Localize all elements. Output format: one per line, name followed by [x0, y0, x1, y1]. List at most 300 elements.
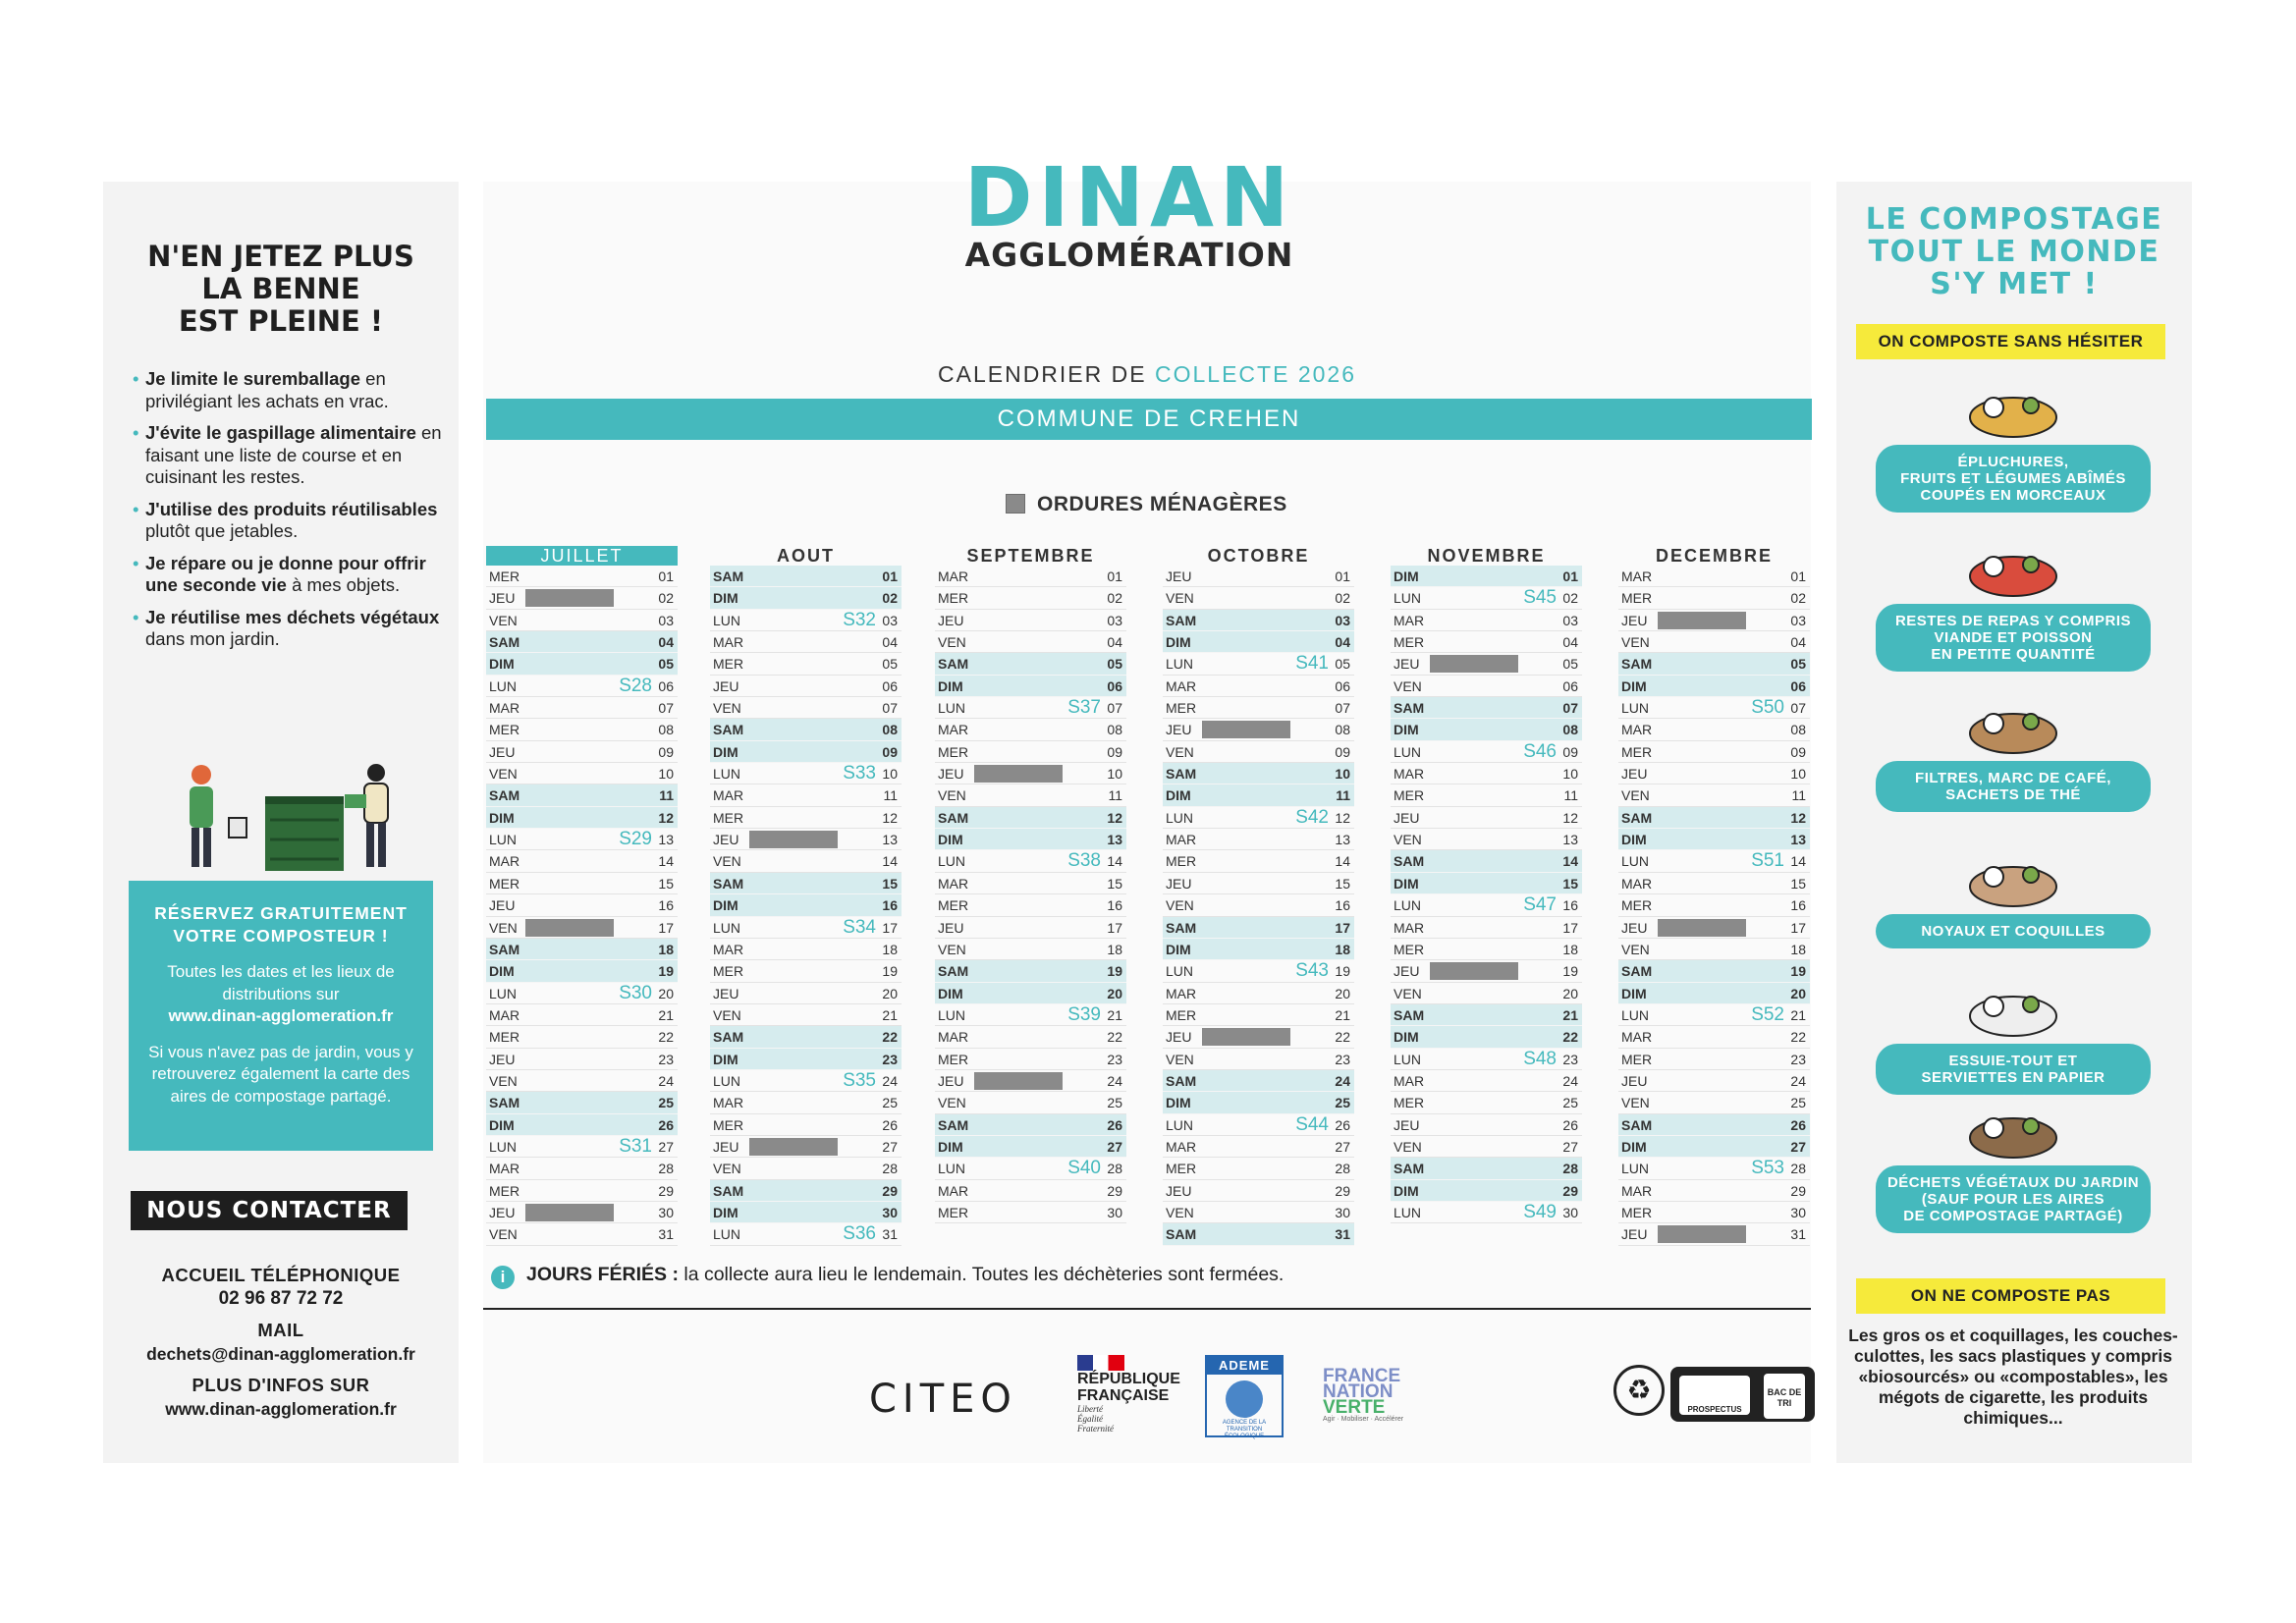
info-url[interactable]: www.dinan-agglomeration.fr	[165, 1399, 397, 1419]
weekday-label: LUN	[489, 832, 518, 848]
week-number: S33	[843, 763, 876, 784]
day-number: 07	[1107, 700, 1122, 717]
weekday-label: MER	[489, 568, 520, 584]
weekday-label: MER	[938, 743, 969, 760]
weekday-label: SAM	[938, 963, 969, 980]
day-row	[1391, 1049, 1582, 1070]
day-row	[1618, 1136, 1810, 1158]
day-number: 03	[882, 612, 898, 628]
day-row	[1391, 807, 1582, 829]
day-number: 14	[1107, 853, 1122, 870]
weekday-label: VEN	[489, 1072, 518, 1089]
weekday-label: JEU	[938, 612, 964, 628]
day-number: 13	[1107, 832, 1122, 848]
day-number: 19	[1107, 963, 1122, 980]
weekday-label: MER	[1394, 787, 1425, 804]
food-scraps-icon	[1954, 535, 2072, 604]
day-number: 17	[882, 919, 898, 936]
collection-day-marker	[749, 1138, 838, 1156]
day-row	[1618, 850, 1810, 872]
day-number: 02	[1562, 590, 1578, 607]
weekday-label: LUN	[1394, 1204, 1422, 1220]
left-title-line: N'EN JETEZ PLUS	[147, 240, 414, 273]
weekday-label: LUN	[713, 766, 741, 783]
day-row	[1163, 631, 1354, 653]
day-number: 30	[1335, 1204, 1350, 1220]
day-number: 23	[1107, 1051, 1122, 1067]
left-title-line: EST PLEINE !	[178, 304, 384, 338]
month-header: AOUT	[777, 546, 835, 566]
day-row	[710, 1004, 902, 1026]
weekday-label: SAM	[1394, 1161, 1425, 1177]
day-number: 10	[1562, 766, 1578, 783]
weekday-label: MAR	[938, 722, 969, 738]
weekday-label: JEU	[1394, 963, 1420, 980]
day-row	[710, 697, 902, 719]
day-number: 01	[882, 568, 898, 584]
day-number: 08	[658, 722, 674, 738]
garden-waste-icon	[1954, 1097, 2072, 1165]
day-row	[935, 1136, 1126, 1158]
weekday-label: LUN	[1621, 700, 1650, 717]
week-number: S46	[1523, 740, 1557, 762]
day-number: 10	[1107, 766, 1122, 783]
collection-day-marker	[1430, 962, 1518, 980]
weekday-label: SAM	[713, 568, 744, 584]
day-row	[1163, 566, 1354, 587]
weekday-label: SAM	[1394, 700, 1425, 717]
day-number: 28	[658, 1161, 674, 1177]
weekday-label: JEU	[1621, 612, 1648, 628]
day-row	[1391, 983, 1582, 1004]
day-number: 27	[1107, 1138, 1122, 1155]
day-row	[935, 587, 1126, 609]
day-number: 18	[658, 941, 674, 957]
weekday-label: VEN	[1166, 590, 1194, 607]
day-row	[1618, 676, 1810, 697]
day-number: 06	[1562, 677, 1578, 694]
compost-category-label: RESTES DE REPAS Y COMPRIS VIANDE ET POISSON EN PETITE QUANTITÉ	[1876, 604, 2151, 672]
contact-title: NOUS CONTACTER	[131, 1191, 408, 1230]
day-row	[710, 1049, 902, 1070]
weekday-label: VEN	[1621, 1095, 1650, 1111]
day-row	[1163, 850, 1354, 872]
week-number: S30	[619, 982, 652, 1003]
weekday-label: VEN	[489, 612, 518, 628]
day-number: 24	[1562, 1072, 1578, 1089]
day-number: 03	[1335, 612, 1350, 628]
weekday-label: SAM	[489, 1095, 520, 1111]
day-row	[486, 829, 678, 850]
day-row	[486, 676, 678, 697]
weekday-label: SAM	[1394, 1006, 1425, 1023]
day-row	[710, 1202, 902, 1223]
month-header: OCTOBRE	[1207, 546, 1310, 566]
day-row	[935, 1114, 1126, 1136]
logo-main: DINAN	[963, 149, 1295, 245]
weekday-label: JEU	[489, 743, 516, 760]
day-row	[1391, 610, 1582, 631]
weekday-label: SAM	[1166, 1072, 1197, 1089]
day-row	[1391, 1180, 1582, 1202]
day-row	[486, 1049, 678, 1070]
weekday-label: LUN	[713, 1072, 741, 1089]
globe-icon	[1226, 1380, 1263, 1418]
day-row	[1391, 1136, 1582, 1158]
day-number: 05	[1562, 656, 1578, 673]
weekday-label: JEU	[938, 1072, 964, 1089]
reserve-composter-box	[129, 881, 433, 1151]
weekday-label: MAR	[938, 1182, 969, 1199]
tips-list	[133, 368, 447, 661]
weekday-label: VEN	[1166, 1204, 1194, 1220]
day-row	[710, 983, 902, 1004]
day-row	[935, 1202, 1126, 1223]
day-row	[1163, 1004, 1354, 1026]
day-number: 23	[1562, 1051, 1578, 1067]
day-number: 03	[658, 612, 674, 628]
day-number: 06	[1107, 677, 1122, 694]
day-row	[1163, 1092, 1354, 1113]
day-number: 15	[1107, 875, 1122, 892]
day-number: 05	[658, 656, 674, 673]
week-number: S39	[1067, 1003, 1101, 1025]
week-number: S53	[1751, 1158, 1784, 1179]
day-number: 23	[882, 1051, 898, 1067]
day-number: 13	[1790, 832, 1806, 848]
day-row	[1163, 894, 1354, 916]
day-row	[935, 960, 1126, 982]
weekday-label: DIM	[1166, 941, 1191, 957]
weekday-label: MAR	[1621, 875, 1653, 892]
day-number: 10	[882, 766, 898, 783]
day-row	[935, 1049, 1126, 1070]
day-row	[486, 873, 678, 894]
week-number: S52	[1751, 1003, 1784, 1025]
day-number: 12	[1562, 809, 1578, 826]
mail-address[interactable]: dechets@dinan-agglomeration.fr	[146, 1344, 415, 1364]
week-number: S34	[843, 916, 876, 938]
day-row	[486, 807, 678, 829]
weekday-label: SAM	[713, 1029, 744, 1046]
day-number: 30	[1562, 1204, 1578, 1220]
weekday-label: MER	[1621, 897, 1653, 914]
compost-category-label: NOYAUX ET COQUILLES	[1876, 914, 2151, 948]
day-number: 29	[882, 1182, 898, 1199]
day-number: 24	[658, 1072, 674, 1089]
weekday-label: LUN	[1166, 1116, 1194, 1133]
day-row	[935, 1180, 1126, 1202]
day-row	[710, 566, 902, 587]
day-row	[710, 1180, 902, 1202]
day-number: 08	[882, 722, 898, 738]
day-row	[710, 917, 902, 939]
day-row	[1618, 763, 1810, 784]
day-number: 30	[658, 1204, 674, 1220]
day-number: 05	[1107, 656, 1122, 673]
day-row	[935, 566, 1126, 587]
weekday-label: SAM	[713, 875, 744, 892]
day-row	[935, 697, 1126, 719]
day-number: 05	[1335, 656, 1350, 673]
day-number: 22	[1335, 1029, 1350, 1046]
week-number: S40	[1067, 1158, 1101, 1179]
weekday-label: VEN	[1166, 897, 1194, 914]
day-number: 24	[882, 1072, 898, 1089]
month-header: NOVEMBRE	[1427, 546, 1546, 566]
day-row	[486, 1202, 678, 1223]
day-row	[486, 917, 678, 939]
right-panel	[1836, 182, 2192, 1463]
day-row	[1163, 873, 1354, 894]
weekday-label: JEU	[1394, 809, 1420, 826]
day-number: 14	[1790, 853, 1806, 870]
collection-day-marker	[1202, 721, 1290, 738]
weekday-label: DIM	[489, 1116, 515, 1133]
left-title-line: LA BENNE	[201, 272, 360, 305]
tip-item: • Je réutilise mes déchets végétaux dans mon jardin.	[133, 607, 447, 651]
weekday-label: VEN	[489, 1226, 518, 1243]
week-number: S28	[619, 675, 652, 696]
day-number: 16	[1562, 897, 1578, 914]
day-number: 24	[1790, 1072, 1806, 1089]
weekday-label: JEU	[713, 832, 739, 848]
day-row	[710, 850, 902, 872]
day-number: 27	[882, 1138, 898, 1155]
phone-number[interactable]: 02 96 87 72 72	[218, 1288, 344, 1309]
day-number: 11	[1108, 787, 1122, 804]
weekday-label: SAM	[489, 941, 520, 957]
day-row	[710, 1070, 902, 1092]
weekday-label: JEU	[713, 1138, 739, 1155]
weekday-label: DIM	[1166, 634, 1191, 651]
composting-people-illustration	[142, 761, 417, 877]
day-row	[935, 676, 1126, 697]
day-row	[1618, 1049, 1810, 1070]
day-number: 04	[1562, 634, 1578, 651]
day-row	[1391, 873, 1582, 894]
weekday-label: MAR	[1621, 568, 1653, 584]
day-number: 23	[658, 1051, 674, 1067]
collection-day-marker	[1658, 919, 1746, 937]
weekday-label: DIM	[1621, 677, 1647, 694]
contact-info	[103, 1264, 459, 1429]
weekday-label: MER	[938, 897, 969, 914]
weekday-label: JEU	[1621, 919, 1648, 936]
day-number: 16	[1107, 897, 1122, 914]
day-row	[935, 894, 1126, 916]
day-number: 02	[882, 590, 898, 607]
day-row	[1618, 1004, 1810, 1026]
day-number: 07	[1562, 700, 1578, 717]
day-number: 10	[1335, 766, 1350, 783]
day-row	[486, 1136, 678, 1158]
weekday-label: LUN	[713, 612, 741, 628]
day-number: 02	[1335, 590, 1350, 607]
weekday-label: VEN	[1621, 634, 1650, 651]
day-number: 20	[658, 985, 674, 1001]
day-number: 17	[1790, 919, 1806, 936]
collection-day-marker	[749, 831, 838, 848]
day-number: 22	[1790, 1029, 1806, 1046]
weekday-label: SAM	[938, 1116, 969, 1133]
day-number: 03	[1107, 612, 1122, 628]
day-row	[1391, 1092, 1582, 1113]
weekday-label: JEU	[1621, 1226, 1648, 1243]
day-row	[1163, 939, 1354, 960]
weekday-label: VEN	[713, 1006, 741, 1023]
no-compost-banner: ON NE COMPOSTE PAS	[1856, 1278, 2165, 1314]
day-row	[1391, 850, 1582, 872]
day-number: 26	[1107, 1116, 1122, 1133]
day-row	[1618, 631, 1810, 653]
day-number: 25	[1335, 1095, 1350, 1111]
weekday-label: MAR	[489, 1006, 520, 1023]
day-row	[710, 631, 902, 653]
day-row	[486, 784, 678, 806]
week-number: S50	[1751, 697, 1784, 719]
day-row	[1163, 917, 1354, 939]
day-number: 21	[1107, 1006, 1122, 1023]
day-number: 03	[1562, 612, 1578, 628]
day-row	[1391, 1158, 1582, 1179]
day-row	[1391, 1114, 1582, 1136]
day-row	[1391, 829, 1582, 850]
day-row	[1618, 784, 1810, 806]
day-row	[710, 741, 902, 763]
day-number: 12	[1335, 809, 1350, 826]
weekday-label: VEN	[938, 787, 966, 804]
day-row	[486, 763, 678, 784]
day-row	[486, 939, 678, 960]
weekday-label: MER	[1394, 1095, 1425, 1111]
weekday-label: DIM	[1394, 875, 1419, 892]
day-number: 08	[1562, 722, 1578, 738]
day-number: 10	[658, 766, 674, 783]
day-row	[935, 1070, 1126, 1092]
weekday-label: MAR	[1394, 612, 1425, 628]
day-row	[1163, 1223, 1354, 1245]
day-row	[1618, 653, 1810, 675]
reserve-url[interactable]: www.dinan-agglomeration.fr	[168, 1006, 394, 1025]
compost-category	[1876, 692, 2151, 812]
day-number: 06	[882, 677, 898, 694]
month-header: DECEMBRE	[1655, 546, 1773, 566]
day-number: 30	[1107, 1204, 1122, 1220]
day-row	[935, 1026, 1126, 1048]
day-number: 19	[1790, 963, 1806, 980]
month-column	[935, 546, 1126, 1223]
day-number: 07	[1790, 700, 1806, 717]
day-number: 16	[658, 897, 674, 914]
day-row	[935, 917, 1126, 939]
compost-category-label: ESSUIE-TOUT ET SERVIETTES EN PAPIER	[1876, 1044, 2151, 1095]
day-row	[710, 960, 902, 982]
day-row	[1618, 741, 1810, 763]
day-row	[935, 983, 1126, 1004]
day-number: 18	[1790, 941, 1806, 957]
collection-day-marker	[1430, 655, 1518, 673]
day-row	[1163, 719, 1354, 740]
weekday-label: MAR	[938, 875, 969, 892]
day-number: 17	[658, 919, 674, 936]
day-row	[710, 719, 902, 740]
day-row	[1618, 983, 1810, 1004]
weekday-label: JEU	[489, 590, 516, 607]
day-number: 11	[1563, 787, 1578, 804]
recycle-person-icon: ♻	[1613, 1365, 1665, 1416]
day-number: 16	[882, 897, 898, 914]
day-number: 20	[882, 985, 898, 1001]
weekday-label: VEN	[1394, 985, 1422, 1001]
day-number: 31	[1335, 1226, 1350, 1243]
week-number: S38	[1067, 850, 1101, 872]
day-row	[1618, 873, 1810, 894]
day-number: 15	[1562, 875, 1578, 892]
day-number: 13	[658, 832, 674, 848]
day-number: 28	[1107, 1161, 1122, 1177]
no-compost-text: Les gros os et coquillages, les couches-culottes, les sacs plastiques y compris «biosourcés» ou «compostables», les mégots de cigarette, les produits chimiques...	[1848, 1325, 2178, 1428]
weekday-label: MER	[1166, 1161, 1197, 1177]
day-row	[486, 741, 678, 763]
day-number: 27	[1790, 1138, 1806, 1155]
weekday-label: MER	[713, 1116, 744, 1133]
weekday-label: MAR	[713, 634, 744, 651]
weekday-label: SAM	[489, 787, 520, 804]
weekday-label: VEN	[1394, 677, 1422, 694]
day-number: 13	[1335, 832, 1350, 848]
day-number: 01	[1562, 568, 1578, 584]
day-row	[1163, 610, 1354, 631]
weekday-label: LUN	[938, 853, 966, 870]
day-number: 17	[1562, 919, 1578, 936]
weekday-label: LUN	[489, 1138, 518, 1155]
weekday-label: MAR	[1621, 722, 1653, 738]
weekday-label: SAM	[1621, 809, 1653, 826]
day-number: 04	[1335, 634, 1350, 651]
day-number: 07	[658, 700, 674, 717]
weekday-label: JEU	[1621, 766, 1648, 783]
day-row	[1618, 894, 1810, 916]
day-number: 09	[658, 743, 674, 760]
collection-day-marker	[525, 919, 614, 937]
day-row	[935, 719, 1126, 740]
yes-compost-banner: ON COMPOSTE SANS HÉSITER	[1856, 324, 2165, 359]
day-row	[1391, 917, 1582, 939]
info-icon: i	[491, 1266, 515, 1289]
day-row	[1618, 610, 1810, 631]
day-number: 12	[1107, 809, 1122, 826]
day-row	[486, 960, 678, 982]
weekday-label: MER	[1166, 700, 1197, 717]
weekday-label: VEN	[713, 853, 741, 870]
day-row	[935, 939, 1126, 960]
compost-category	[1876, 845, 2151, 948]
weekday-label: DIM	[713, 897, 738, 914]
weekday-label: MER	[1621, 590, 1653, 607]
weekday-label: MER	[489, 875, 520, 892]
day-number: 20	[1790, 985, 1806, 1001]
weekday-label: DIM	[713, 1204, 738, 1220]
day-row	[710, 1092, 902, 1113]
day-number: 09	[882, 743, 898, 760]
day-row	[1391, 894, 1582, 916]
compost-category-label: DÉCHETS VÉGÉTAUX DU JARDIN (SAUF POUR LES AIRES DE COMPOSTAGE PARTAGÉ)	[1876, 1165, 2151, 1233]
weekday-label: LUN	[1621, 853, 1650, 870]
week-number: S45	[1523, 587, 1557, 609]
day-number: 25	[1107, 1095, 1122, 1111]
day-number: 19	[658, 963, 674, 980]
